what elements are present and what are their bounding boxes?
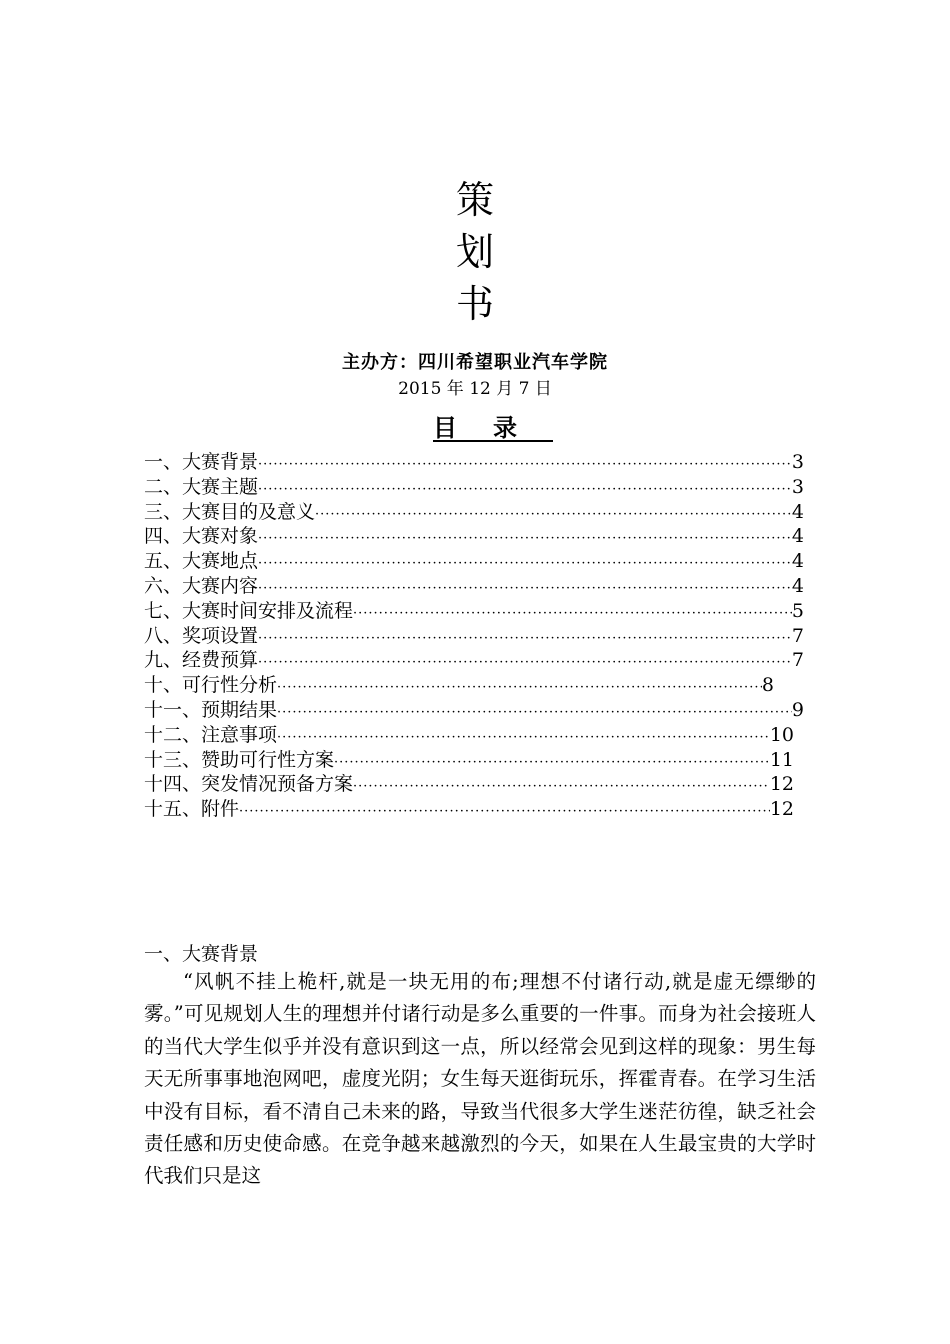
- toc-leader-dots: [353, 602, 792, 627]
- toc-entry: [144, 450, 804, 475]
- toc-entry: [144, 599, 804, 624]
- toc-entry: [144, 698, 804, 723]
- toc-entry: [144, 772, 794, 797]
- toc-entry-label: 十五、附件: [144, 798, 240, 821]
- toc-leader-dots: [277, 701, 792, 726]
- toc-entry-label: 四、大赛对象: [144, 525, 259, 548]
- toc-leader-dots: [258, 527, 792, 552]
- toc-leader-dots: [277, 676, 762, 701]
- toc-entry-label: 十、可行性分析: [144, 674, 278, 697]
- toc-entry-label: 五、大赛地点: [144, 550, 259, 573]
- toc-entry-label: 十二、注意事项: [144, 723, 278, 746]
- toc-entry-page: 3: [791, 475, 804, 498]
- toc-entry-page: 12: [769, 773, 794, 796]
- toc-entry-page: 7: [791, 624, 804, 647]
- section-paragraph: “风帆不挂上桅杆,就是一块无用的布;理想不付诸行动,就是虚无缥缈的雾。”可见规划人生的理想并付诸行动是多么重要的一件事。而身为社会接班人的当代大学生似乎并没有意识到这一点，所以经常会见到这样的现象：男生每天无所事事地泡网吧，虚度光阴；女生每天逛街玩乐，挥霍青春。在学习生活中没有目标，看不清自己未来的路，导致当代很多大学生迷茫彷徨，缺乏社会责任感和历史使命感。在竞争越来越激烈的今天，如果在人生最宝贵的大学时代我们只是这: [144, 970, 816, 1188]
- toc-entry-label: 六、大赛内容: [144, 574, 259, 597]
- toc-leader-dots: [334, 751, 770, 776]
- toc-entry: [144, 648, 804, 673]
- toc-leader-dots: [258, 552, 792, 577]
- toc-entry-page: 3: [791, 451, 804, 473]
- toc-entry-page: 10: [769, 723, 794, 746]
- toc-entry-page: 12: [769, 798, 794, 821]
- toc-leader-dots: [258, 478, 792, 503]
- toc-heading: [0, 408, 950, 443]
- toc-entry-label: 二、大赛主题: [144, 475, 259, 498]
- toc-entry-label: 十四、突发情况预备方案: [144, 773, 354, 796]
- toc-entry-page: 4: [791, 550, 804, 573]
- title-char-2: 划: [455, 230, 494, 274]
- toc-leader-dots: [315, 503, 792, 528]
- toc-entry: [144, 574, 804, 599]
- toc-entry-label: 九、经费预算: [144, 649, 259, 672]
- toc-entry-label: 八、奖项设置: [144, 624, 259, 647]
- toc-entry: [144, 723, 794, 748]
- toc-entry: [144, 524, 804, 549]
- document-date: 2015 年 12 月 7 日: [398, 379, 552, 399]
- toc-entry-label: 七、大赛时间安排及流程: [144, 599, 354, 622]
- toc-leader-dots: [258, 453, 792, 478]
- toc-entry-label: 十一、预期结果: [144, 698, 278, 721]
- toc-entry-page: 7: [791, 649, 804, 672]
- toc-entry: [144, 624, 804, 649]
- table-of-contents: [144, 450, 804, 822]
- toc-heading-text: 目录: [433, 414, 553, 442]
- title-char-1: 策: [455, 178, 494, 222]
- organizer-line: 主办方：四川希望职业汽车学院: [342, 352, 608, 373]
- toc-entry-page: 8: [761, 674, 774, 697]
- toc-leader-dots: [258, 651, 792, 676]
- toc-entry: [144, 797, 794, 822]
- toc-entry: [144, 500, 804, 525]
- toc-leader-dots: [239, 800, 770, 825]
- section-background: [144, 942, 816, 1193]
- section-heading: 一、大赛背景: [144, 943, 259, 965]
- toc-entry-page: 9: [791, 698, 804, 721]
- toc-entry: [144, 748, 794, 773]
- toc-entry-label: 三、大赛目的及意义: [144, 500, 316, 523]
- toc-entry-page: 4: [791, 574, 804, 597]
- toc-entry: [144, 673, 774, 698]
- toc-entry-page: 11: [769, 748, 794, 771]
- title-char-3: 书: [455, 282, 494, 326]
- toc-entry-label: 十三、赞助可行性方案: [144, 748, 335, 771]
- toc-leader-dots: [258, 627, 792, 652]
- toc-entry-page: 5: [791, 599, 804, 622]
- toc-entry-label: 一、大赛背景: [144, 451, 259, 473]
- toc-leader-dots: [277, 726, 770, 751]
- toc-entry-page: 4: [791, 525, 804, 548]
- toc-entry-page: 4: [791, 500, 804, 523]
- toc-leader-dots: [353, 775, 770, 800]
- toc-entry: [144, 549, 804, 574]
- toc-entry: [144, 475, 804, 500]
